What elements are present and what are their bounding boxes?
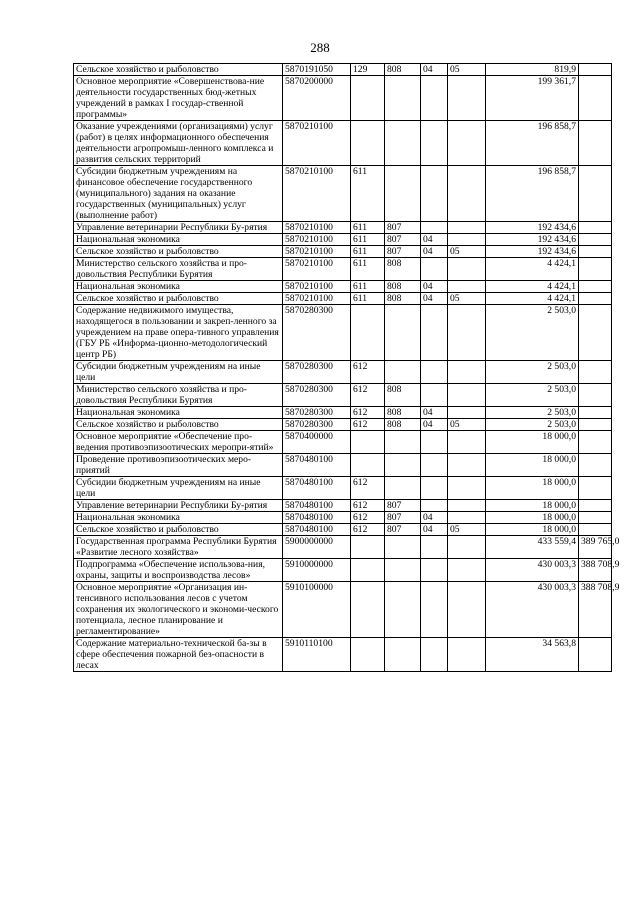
row-section-cell <box>421 582 448 638</box>
row-administrator-cell: 808 <box>385 384 421 407</box>
row-name-cell: Сельское хозяйство и рыболовство <box>74 246 283 258</box>
row-sum-cell: 18 000,0 <box>486 431 579 454</box>
row-sum-cell: 2 503,0 <box>486 305 579 361</box>
row-subsection-cell <box>448 384 486 407</box>
row-sum-cell: 4 424,1 <box>486 281 579 293</box>
row-target-article-cell: 5870210100 <box>283 258 351 281</box>
row-administrator-cell: 807 <box>385 222 421 234</box>
row-target-article-cell: 5870480100 <box>283 512 351 524</box>
row-section-cell: 04 <box>421 419 448 431</box>
row-expense-type-cell: 611 <box>351 166 385 222</box>
row-sum-cell: 2 503,0 <box>486 407 579 419</box>
row-administrator-cell <box>385 582 421 638</box>
table-row <box>74 258 612 281</box>
row-administrator-cell <box>385 305 421 361</box>
row-administrator-cell <box>385 638 421 672</box>
row-subsection-cell <box>448 234 486 246</box>
row-sum-second-cell <box>579 246 612 258</box>
row-expense-type-cell: 611 <box>351 293 385 305</box>
row-sum-cell: 196 858,7 <box>486 166 579 222</box>
row-target-article-cell: 5870480100 <box>283 500 351 512</box>
row-administrator-cell: 808 <box>385 419 421 431</box>
row-expense-type-cell <box>351 638 385 672</box>
row-section-cell <box>421 166 448 222</box>
row-sum-second-cell <box>579 166 612 222</box>
table-row <box>74 64 612 76</box>
row-sum-second-cell <box>579 222 612 234</box>
row-administrator-cell: 807 <box>385 500 421 512</box>
row-expense-type-cell: 612 <box>351 361 385 384</box>
row-sum-cell: 4 424,1 <box>486 258 579 281</box>
row-section-cell <box>421 384 448 407</box>
row-sum-cell: 192 434,6 <box>486 234 579 246</box>
row-subsection-cell <box>448 407 486 419</box>
row-sum-cell: 192 434,6 <box>486 246 579 258</box>
row-subsection-cell: 05 <box>448 524 486 536</box>
row-sum-second-cell <box>579 258 612 281</box>
row-target-article-cell: 5870210100 <box>283 222 351 234</box>
row-section-cell <box>421 500 448 512</box>
row-target-article-cell: 5870210100 <box>283 234 351 246</box>
table-row <box>74 431 612 454</box>
row-sum-second-cell <box>579 76 612 121</box>
table-row <box>74 281 612 293</box>
row-name-cell: Оказание учреждениями (организациями) услуг (работ) в целях информационного обеспечения деятельности агропромыш-ленного комплекса и развития сельских территорий <box>74 121 283 166</box>
row-sum-cell: 4 424,1 <box>486 293 579 305</box>
row-expense-type-cell <box>351 431 385 454</box>
row-sum-second-cell <box>579 524 612 536</box>
row-sum-cell: 199 361,7 <box>486 76 579 121</box>
row-administrator-cell <box>385 454 421 477</box>
row-target-article-cell: 5910000000 <box>283 559 351 582</box>
row-administrator-cell: 807 <box>385 246 421 258</box>
row-sum-cell: 18 000,0 <box>486 512 579 524</box>
budget-table-body <box>74 64 620 672</box>
row-sum-cell: 2 503,0 <box>486 384 579 407</box>
row-sum-second-cell: 389 765,0 <box>579 536 612 559</box>
row-subsection-cell <box>448 361 486 384</box>
row-subsection-cell <box>448 477 486 500</box>
row-section-cell <box>421 305 448 361</box>
row-name-cell: Основное мероприятие «Обеспечение про-ведения противоэпизоотических меропри-ятий» <box>74 431 283 454</box>
row-target-article-cell: 5900000000 <box>283 536 351 559</box>
row-sum-cell: 433 559,4 <box>486 536 579 559</box>
row-subsection-cell <box>448 536 486 559</box>
row-sum-cell: 2 503,0 <box>486 419 579 431</box>
row-sum-cell: 196 858,7 <box>486 121 579 166</box>
row-sum-second-cell <box>579 234 612 246</box>
row-subsection-cell <box>448 638 486 672</box>
row-subsection-cell <box>448 281 486 293</box>
row-name-cell: Субсидии бюджетным учреждениям на финансовое обеспечение государственного (муниципального) задания на оказание государственных (муниципальных) услуг (выполнение работ) <box>74 166 283 222</box>
row-sum-cell: 192 434,6 <box>486 222 579 234</box>
row-name-cell: Субсидии бюджетным учреждениям на иные цели <box>74 361 283 384</box>
row-section-cell <box>421 258 448 281</box>
row-sum-second-cell <box>579 121 612 166</box>
table-row <box>74 512 612 524</box>
row-target-article-cell: 5870480100 <box>283 477 351 500</box>
row-section-cell: 04 <box>421 524 448 536</box>
row-sum-second-cell <box>579 305 612 361</box>
row-subsection-cell <box>448 500 486 512</box>
row-expense-type-cell <box>351 559 385 582</box>
row-administrator-cell <box>385 536 421 559</box>
row-sum-second-cell: 388 708,9 <box>579 582 612 638</box>
table-row <box>74 76 612 121</box>
row-section-cell: 04 <box>421 293 448 305</box>
table-row <box>74 582 612 638</box>
row-subsection-cell <box>448 76 486 121</box>
table-row <box>74 454 612 477</box>
row-sum-second-cell: 388 708,9 <box>579 559 612 582</box>
row-expense-type-cell <box>351 454 385 477</box>
row-expense-type-cell <box>351 582 385 638</box>
row-sum-cell: 2 503,0 <box>486 361 579 384</box>
row-expense-type-cell: 612 <box>351 384 385 407</box>
row-sum-second-cell <box>579 384 612 407</box>
row-section-cell: 04 <box>421 246 448 258</box>
table-row <box>74 384 612 407</box>
row-sum-cell: 18 000,0 <box>486 454 579 477</box>
row-section-cell <box>421 454 448 477</box>
row-expense-type-cell: 612 <box>351 524 385 536</box>
row-expense-type-cell: 611 <box>351 246 385 258</box>
row-expense-type-cell <box>351 536 385 559</box>
row-subsection-cell <box>448 166 486 222</box>
row-sum-second-cell <box>579 281 612 293</box>
table-row <box>74 559 612 582</box>
row-section-cell <box>421 477 448 500</box>
row-name-cell: Содержание материально-технической ба-зы в сфере обеспечения пожарной без-опасности в лесах <box>74 638 283 672</box>
row-administrator-cell <box>385 121 421 166</box>
row-section-cell: 04 <box>421 64 448 76</box>
row-expense-type-cell: 612 <box>351 419 385 431</box>
row-name-cell: Управление ветеринарии Республики Бу-рятия <box>74 500 283 512</box>
row-name-cell: Государственная программа Республики Бурятия «Развитие лесного хозяйства» <box>74 536 283 559</box>
row-sum-second-cell <box>579 293 612 305</box>
row-target-article-cell: 5870210100 <box>283 281 351 293</box>
row-sum-second-cell <box>579 64 612 76</box>
row-target-article-cell: 5910110100 <box>283 638 351 672</box>
row-subsection-cell <box>448 222 486 234</box>
row-administrator-cell: 808 <box>385 293 421 305</box>
table-row <box>74 166 612 222</box>
row-expense-type-cell <box>351 121 385 166</box>
table-row <box>74 419 612 431</box>
row-target-article-cell: 5870400000 <box>283 431 351 454</box>
row-target-article-cell: 5870280300 <box>283 305 351 361</box>
row-section-cell <box>421 361 448 384</box>
row-administrator-cell: 807 <box>385 524 421 536</box>
table-row <box>74 638 612 672</box>
row-sum-cell: 819,9 <box>486 64 579 76</box>
table-row <box>74 500 612 512</box>
row-target-article-cell: 5870210100 <box>283 166 351 222</box>
row-sum-second-cell <box>579 638 612 672</box>
page-number: 288 <box>310 40 330 55</box>
row-sum-cell: 430 003,3 <box>486 559 579 582</box>
row-name-cell: Основное мероприятие «Организация ин-тенсивного использования лесов с учетом сохранения их экологического и экономи-ческого потенциала, лесное планирование и регламентирование» <box>74 582 283 638</box>
row-administrator-cell <box>385 361 421 384</box>
row-administrator-cell: 807 <box>385 234 421 246</box>
row-expense-type-cell: 611 <box>351 222 385 234</box>
row-sum-cell: 18 000,0 <box>486 477 579 500</box>
table-row <box>74 246 612 258</box>
row-sum-cell: 18 000,0 <box>486 524 579 536</box>
row-subsection-cell <box>448 431 486 454</box>
table-row <box>74 361 612 384</box>
row-name-cell: Содержание недвижимого имущества, находящегося в пользовании и закреп-ленного за учреждением на праве опера-тивного управления (ГБУ РБ «Информа-ционно-методологический центр РБ) <box>74 305 283 361</box>
budget-table <box>73 63 620 672</box>
row-administrator-cell <box>385 477 421 500</box>
row-subsection-cell <box>448 559 486 582</box>
row-expense-type-cell: 611 <box>351 234 385 246</box>
row-sum-second-cell <box>579 419 612 431</box>
row-sum-second-cell <box>579 454 612 477</box>
row-section-cell <box>421 431 448 454</box>
row-expense-type-cell: 612 <box>351 512 385 524</box>
row-expense-type-cell: 612 <box>351 477 385 500</box>
row-target-article-cell: 5870280300 <box>283 361 351 384</box>
row-sum-second-cell <box>579 477 612 500</box>
row-section-cell: 04 <box>421 407 448 419</box>
row-sum-second-cell <box>579 512 612 524</box>
row-administrator-cell <box>385 166 421 222</box>
row-subsection-cell: 05 <box>448 293 486 305</box>
row-section-cell <box>421 536 448 559</box>
row-expense-type-cell <box>351 305 385 361</box>
row-sum-second-cell <box>579 431 612 454</box>
row-section-cell <box>421 222 448 234</box>
row-target-article-cell: 5870480100 <box>283 524 351 536</box>
row-target-article-cell: 5870210100 <box>283 293 351 305</box>
row-name-cell: Сельское хозяйство и рыболовство <box>74 293 283 305</box>
row-target-article-cell: 5870200000 <box>283 76 351 121</box>
row-target-article-cell: 5870191050 <box>283 64 351 76</box>
row-target-article-cell: 5870210100 <box>283 246 351 258</box>
row-name-cell: Национальная экономика <box>74 407 283 419</box>
row-name-cell: Национальная экономика <box>74 512 283 524</box>
row-administrator-cell: 808 <box>385 258 421 281</box>
row-administrator-cell <box>385 76 421 121</box>
table-row <box>74 121 612 166</box>
row-sum-second-cell <box>579 500 612 512</box>
row-subsection-cell <box>448 305 486 361</box>
row-expense-type-cell: 611 <box>351 281 385 293</box>
table-row <box>74 234 612 246</box>
row-subsection-cell <box>448 454 486 477</box>
table-row <box>74 477 612 500</box>
row-administrator-cell <box>385 559 421 582</box>
row-target-article-cell: 5870280300 <box>283 419 351 431</box>
row-name-cell: Основное мероприятие «Совершенствова-ние деятельности государственных бюд-жетных учреждений в рамках I государ-ственной программы» <box>74 76 283 121</box>
row-expense-type-cell: 129 <box>351 64 385 76</box>
row-section-cell <box>421 559 448 582</box>
row-section-cell: 04 <box>421 512 448 524</box>
row-sum-cell: 430 003,3 <box>486 582 579 638</box>
row-expense-type-cell: 611 <box>351 258 385 281</box>
row-subsection-cell <box>448 121 486 166</box>
row-name-cell: Управление ветеринарии Республики Бу-рятия <box>74 222 283 234</box>
row-administrator-cell: 808 <box>385 407 421 419</box>
row-section-cell <box>421 76 448 121</box>
row-subsection-cell <box>448 512 486 524</box>
row-section-cell: 04 <box>421 234 448 246</box>
row-name-cell: Сельское хозяйство и рыболовство <box>74 64 283 76</box>
table-row <box>74 407 612 419</box>
row-name-cell: Сельское хозяйство и рыболовство <box>74 419 283 431</box>
row-section-cell: 04 <box>421 281 448 293</box>
row-target-article-cell: 5870280300 <box>283 384 351 407</box>
row-name-cell: Министерство сельского хозяйства и про-довольствия Республики Бурятия <box>74 384 283 407</box>
row-name-cell: Субсидии бюджетным учреждениям на иные цели <box>74 477 283 500</box>
row-target-article-cell: 5910100000 <box>283 582 351 638</box>
row-name-cell: Проведение противоэпизоотических меро-приятий <box>74 454 283 477</box>
row-subsection-cell <box>448 258 486 281</box>
row-target-article-cell: 5870480100 <box>283 454 351 477</box>
row-target-article-cell: 5870210100 <box>283 121 351 166</box>
table-row <box>74 524 612 536</box>
table-row <box>74 293 612 305</box>
row-expense-type-cell: 612 <box>351 407 385 419</box>
row-section-cell <box>421 121 448 166</box>
table-row <box>74 536 612 559</box>
row-name-cell: Национальная экономика <box>74 281 283 293</box>
row-section-cell <box>421 638 448 672</box>
row-sum-second-cell <box>579 407 612 419</box>
row-administrator-cell: 807 <box>385 512 421 524</box>
row-subsection-cell: 05 <box>448 419 486 431</box>
row-sum-second-cell <box>579 361 612 384</box>
row-name-cell: Национальная экономика <box>74 234 283 246</box>
row-subsection-cell: 05 <box>448 246 486 258</box>
table-row <box>74 222 612 234</box>
row-administrator-cell <box>385 431 421 454</box>
row-expense-type-cell <box>351 76 385 121</box>
row-name-cell: Сельское хозяйство и рыболовство <box>74 524 283 536</box>
row-expense-type-cell: 612 <box>351 500 385 512</box>
row-name-cell: Подпрограмма «Обеспечение использова-ния, охраны, защиты и воспроизводства лесов» <box>74 559 283 582</box>
row-subsection-cell: 05 <box>448 64 486 76</box>
row-sum-cell: 18 000,0 <box>486 500 579 512</box>
table-row <box>74 305 612 361</box>
row-subsection-cell <box>448 582 486 638</box>
row-administrator-cell: 808 <box>385 281 421 293</box>
row-sum-cell: 34 563,8 <box>486 638 579 672</box>
row-administrator-cell: 808 <box>385 64 421 76</box>
row-target-article-cell: 5870280300 <box>283 407 351 419</box>
row-name-cell: Министерство сельского хозяйства и про-довольствия Республики Бурятия <box>74 258 283 281</box>
